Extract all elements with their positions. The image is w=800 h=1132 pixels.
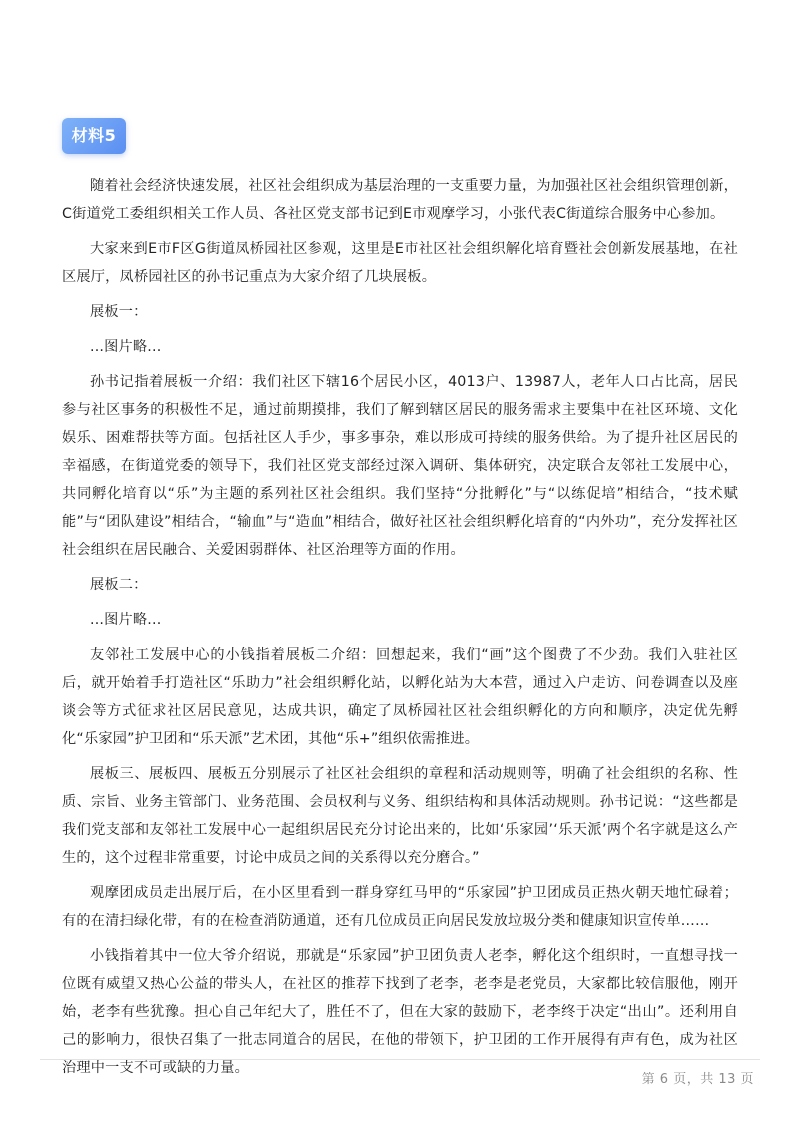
paragraph: 随着社会经济快速发展，社区社会组织成为基层治理的一支重要力量，为加强社区社会组织管理创新，C街道党工委组织相关工作人员、各社区党支部书记到E市观摩学习，小张代表C街道综合服务中心参加。 bbox=[62, 178, 738, 222]
paragraph: 大家来到E市F区G街道凤桥园社区参观，这里是E市社区社会组织解化培育暨社会创新发展基地，在社区展厅，凤桥园社区的孙书记重点为大家介绍了几块展板。 bbox=[62, 241, 738, 285]
paragraph: 展板三、展板四、展板五分别展示了社区社会组织的章程和活动规则等，明确了社会组织的名称、性质、宗旨、业务主管部门、业务范围、会员权利与义务、组织结构和具体活动规则。孙书记说：“这些都是我们党支部和友邻社工发展中心一起组织居民充分讨论出来的，比如‘乐家园’‘乐天派’两个名字就是这么产生的，这个过程非常重要，讨论中成员之间的关系得以充分磨合。” bbox=[62, 766, 738, 866]
paragraph: 友邻社工发展中心的小钱指着展板二介绍：回想起来，我们“画”这个图费了不少劲。我们入驻社区后，就开始着手打造社区“乐助力”社会组织孵化站，以孵化站为大本营，通过入户走访、问卷调查以及座谈会等方式征求社区居民意见，达成共识，确定了凤桥园社区社会组织孵化的方向和顺序，决定优先孵化“乐家园”护卫团和“乐天派”艺术团，其他“乐+”组织依需推进。 bbox=[62, 647, 738, 747]
footer-divider bbox=[40, 1059, 760, 1060]
section-label-badge: 材料5 bbox=[62, 118, 126, 154]
paragraph: ...图片略... bbox=[90, 339, 162, 355]
document-body bbox=[62, 172, 738, 1089]
paragraph: 小钱指着其中一位大爷介绍说，那就是“乐家园”护卫团负责人老李，孵化这个组织时，一直想寻找一位既有威望又热心公益的带头人，在社区的推荐下找到了老李，老李是老党员，大家都比较信服他，刚开始，老李有些犹豫。担心自己年纪大了，胜任不了，但在大家的鼓励下，老李终于决定“出山”。还利用自己的影响力，很快召集了一批志同道合的居民，在他的带领下，护卫团的工作开展得有声有色，成为社区治理中一支不可或缺的力量。 bbox=[62, 948, 738, 1076]
page-number: 第 6 页，共 13 页 bbox=[641, 1072, 754, 1087]
paragraph: 展板二： bbox=[90, 577, 148, 593]
paragraph: 孙书记指着展板一介绍：我们社区下辖16个居民小区，4013户、13987人，老年人口占比高，居民参与社区事务的积极性不足，通过前期摸排，我们了解到辖区居民的服务需求主要集中在社区环境、文化娱乐、困难帮扶等方面。包括社区人手少，事多事杂，难以形成可持续的服务供给。为了提升社区居民的幸福感，在街道党委的领导下，我们社区党支部经过深入调研、集体研究，决定联合友邻社工发展中心，共同孵化培育以“乐”为主题的系列社区社会组织。我们坚持“分批孵化”与“以练促培”相结合，“技术赋能”与“团队建设”相结合，“输血”与“造血”相结合，做好社区社会组织孵化培育的“内外功”，充分发挥社区社会组织在居民融合、关爱困弱群体、社区治理等方面的作用。 bbox=[62, 374, 738, 558]
paragraph: 观摩团成员走出展厅后，在小区里看到一群身穿红马甲的“乐家园”护卫团成员正热火朝天地忙碌着；有的在清扫绿化带，有的在检查消防通道，还有几位成员正向居民发放垃圾分类和健康知识宣传单…… bbox=[62, 885, 738, 929]
paragraph: 展板一： bbox=[90, 304, 148, 320]
paragraph: ...图片略... bbox=[90, 612, 162, 628]
